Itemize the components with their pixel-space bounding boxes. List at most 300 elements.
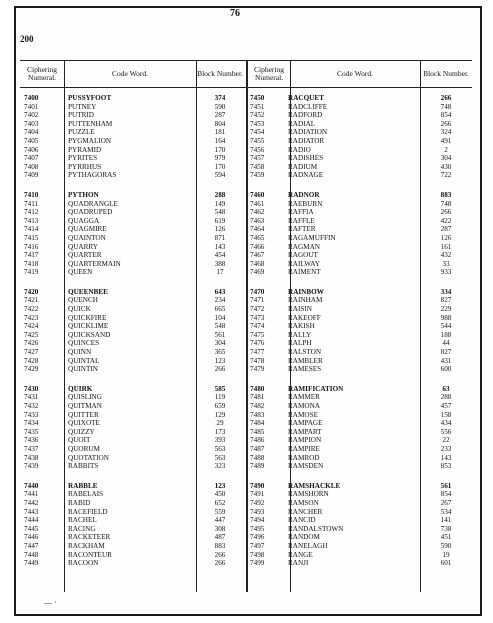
ciphering-numeral-cell: 7430 — [24, 384, 39, 393]
block-number-cell: 491 — [440, 136, 452, 145]
code-word-cell: RADIAL — [288, 119, 316, 128]
ciphering-numeral-cell: 7493 — [250, 507, 265, 516]
block-number-cell: 2 — [444, 145, 448, 154]
ciphering-numeral-cell: 7424 — [24, 322, 39, 331]
table-row — [20, 508, 472, 517]
code-word-cell: RALLY — [288, 330, 312, 339]
code-word-cell: QUAGGA — [68, 216, 100, 225]
code-word-cell: RAMPIRE — [288, 444, 320, 453]
block-number-cell: 267 — [440, 498, 452, 507]
ciphering-numeral-cell: 7453 — [250, 119, 265, 128]
block-number-cell: 556 — [440, 427, 452, 436]
table-row — [20, 365, 472, 374]
ciphering-numeral-cell: 7433 — [24, 410, 39, 419]
ciphering-numeral-cell: 7425 — [24, 330, 39, 339]
ciphering-numeral-cell: 7483 — [250, 410, 265, 419]
table-row — [20, 154, 472, 163]
block-number-cell: 181 — [214, 128, 226, 137]
table-row — [20, 268, 472, 277]
footer-mark: — · — [44, 598, 57, 607]
table-row — [20, 331, 472, 340]
code-word-cell: PYRITES — [68, 154, 98, 163]
block-number-cell: 164 — [214, 136, 226, 145]
table-row — [20, 305, 472, 314]
table-row — [20, 462, 472, 471]
ciphering-numeral-cell: 7466 — [250, 242, 265, 251]
block-number-cell: 161 — [440, 242, 452, 251]
table-row — [20, 428, 472, 437]
block-number-cell: 883 — [214, 541, 226, 550]
code-word-cell: PYRRHUS — [68, 162, 102, 171]
code-word-cell: RAMIFICATION — [288, 384, 344, 393]
row-group — [20, 288, 472, 374]
block-number-cell: 143 — [440, 453, 452, 462]
ciphering-numeral-cell: 7454 — [250, 128, 265, 137]
block-number-cell: 288 — [214, 190, 226, 199]
code-word-cell: RACING — [68, 524, 96, 533]
header-ciphering-numeral-right: Ciphering Numeral. — [254, 65, 284, 82]
table-row — [20, 171, 472, 180]
block-number-cell: 308 — [214, 524, 226, 533]
block-number-cell: 430 — [440, 162, 452, 171]
code-word-cell: RAEBURN — [288, 199, 323, 208]
code-word-cell: QUITMAN — [68, 402, 102, 410]
block-number-cell: 126 — [440, 233, 452, 242]
block-number-cell: 287 — [440, 225, 452, 234]
block-number-cell: 534 — [440, 507, 452, 516]
ciphering-numeral-cell: 7497 — [250, 541, 265, 550]
block-number-cell: 365 — [214, 348, 226, 357]
ciphering-numeral-cell: 7401 — [24, 102, 39, 111]
code-word-cell: RAMSHACKLE — [288, 481, 341, 490]
table-row — [20, 516, 472, 525]
table-row — [20, 163, 472, 172]
block-number-cell: 594 — [214, 171, 226, 180]
table-row — [20, 322, 472, 331]
ciphering-numeral-cell: 7465 — [250, 233, 265, 242]
block-number-cell: 44 — [442, 339, 450, 348]
ciphering-numeral-cell: 7475 — [250, 330, 265, 339]
ciphering-numeral-cell: 7437 — [24, 444, 39, 453]
table-row — [20, 402, 472, 411]
block-number-cell: 871 — [214, 233, 226, 242]
ciphering-numeral-cell: 7431 — [24, 393, 39, 402]
block-number-cell: 422 — [440, 216, 452, 225]
block-number-cell: 388 — [214, 259, 226, 268]
ciphering-numeral-cell: 7496 — [250, 533, 265, 542]
ciphering-numeral-cell: 7447 — [24, 541, 39, 550]
code-word-cell: RADIO — [288, 145, 311, 154]
ciphering-numeral-cell: 7495 — [250, 524, 265, 533]
code-word-cell: RAMSDEN — [288, 462, 324, 471]
code-word-cell: RACONTEUR — [68, 550, 112, 559]
ciphering-numeral-cell: 7402 — [24, 111, 39, 120]
ciphering-numeral-cell: 7434 — [24, 419, 39, 428]
block-number-cell: 234 — [214, 296, 226, 305]
ciphering-numeral-cell: 7406 — [24, 145, 39, 154]
block-number-cell: 487 — [214, 533, 226, 542]
ciphering-numeral-cell: 7486 — [250, 436, 265, 445]
table-row — [20, 393, 472, 402]
table-row — [20, 419, 472, 428]
code-word-cell: RAKEOFF — [288, 313, 321, 322]
block-number-cell: 827 — [440, 296, 452, 305]
code-word-cell: RAKISH — [288, 322, 315, 331]
block-number-cell: 853 — [440, 462, 452, 471]
block-number-cell: 229 — [440, 305, 452, 314]
code-word-cell: PYTHON — [68, 190, 99, 199]
page-number-left: 200 — [20, 34, 34, 44]
code-word-cell: QUICK — [68, 305, 91, 314]
ciphering-numeral-cell: 7450 — [250, 94, 265, 102]
table-row — [20, 234, 472, 243]
ciphering-numeral-cell: 7446 — [24, 533, 39, 542]
page-number-center: 76 — [230, 8, 240, 19]
ciphering-numeral-cell: 7443 — [24, 507, 39, 516]
code-word-cell: PUSSYFOOT — [68, 94, 112, 102]
ciphering-numeral-cell: 7473 — [250, 313, 265, 322]
block-number-cell: 266 — [440, 119, 452, 128]
code-word-cell: QUICKLIME — [68, 322, 109, 331]
block-number-cell: 17 — [216, 268, 224, 277]
table-row — [20, 482, 472, 491]
block-number-cell: 129 — [214, 410, 226, 419]
ciphering-numeral-cell: 7442 — [24, 498, 39, 507]
block-number-cell: 143 — [214, 242, 226, 251]
header-block-number-right: Block Number. — [423, 69, 469, 78]
row-group — [20, 385, 472, 471]
block-number-cell: 450 — [214, 490, 226, 499]
code-word-cell: RAFFIA — [288, 208, 314, 217]
table-row — [20, 251, 472, 260]
code-word-cell: QUARTER — [68, 251, 102, 260]
table-row — [20, 542, 472, 551]
block-number-cell: 304 — [214, 339, 226, 348]
table-row — [20, 525, 472, 534]
code-word-cell: RACHEL — [68, 516, 97, 525]
ciphering-numeral-cell: 7416 — [24, 242, 39, 251]
ciphering-numeral-cell: 7449 — [24, 559, 39, 568]
block-number-cell: 104 — [214, 313, 226, 322]
code-word-cell: RANCHER — [288, 507, 323, 516]
table-row — [20, 137, 472, 146]
ciphering-numeral-cell: 7459 — [250, 171, 265, 180]
ciphering-numeral-cell: 7440 — [24, 481, 39, 490]
block-number-cell: 173 — [214, 427, 226, 436]
code-word-cell: RANDALSTOWN — [288, 524, 344, 533]
table-row — [20, 296, 472, 305]
code-word-cell: QUAGMIRE — [68, 225, 107, 234]
table-row — [20, 436, 472, 445]
table-row — [20, 348, 472, 357]
block-number-cell: 288 — [440, 393, 452, 402]
table-row — [20, 94, 472, 103]
ciphering-numeral-cell: 7415 — [24, 233, 39, 242]
ciphering-numeral-cell: 7420 — [24, 287, 39, 296]
code-word-cell: QUINTAL — [68, 356, 100, 365]
block-number-cell: 126 — [214, 225, 226, 234]
ciphering-numeral-cell: 7480 — [250, 384, 265, 393]
ciphering-numeral-cell: 7481 — [250, 393, 265, 402]
ciphering-numeral-cell: 7494 — [250, 516, 265, 525]
table-row — [20, 339, 472, 348]
ciphering-numeral-cell: 7491 — [250, 490, 265, 499]
block-number-cell: 188 — [440, 330, 452, 339]
code-word-cell: RAMMER — [288, 393, 320, 402]
code-word-cell: RAINBOW — [288, 287, 324, 296]
code-word-cell: QUENCH — [68, 296, 98, 305]
table-row — [20, 314, 472, 323]
ciphering-numeral-cell: 7485 — [250, 427, 265, 436]
block-number-cell: 590 — [440, 541, 452, 550]
block-number-cell: 447 — [214, 516, 226, 525]
table-row — [20, 128, 472, 137]
code-word-cell: PYGMALION — [68, 136, 112, 145]
code-word-cell: RADIATOR — [288, 136, 325, 145]
table-row — [20, 454, 472, 463]
code-word-cell: RAMPART — [288, 427, 322, 436]
code-word-cell: RAMONA — [288, 402, 320, 410]
code-word-cell: QUOIT — [68, 436, 91, 445]
ciphering-numeral-cell: 7444 — [24, 516, 39, 525]
block-number-cell: 548 — [214, 208, 226, 217]
block-number-cell: 334 — [440, 287, 452, 296]
ciphering-numeral-cell: 7417 — [24, 251, 39, 260]
code-word-cell: RACQUET — [288, 94, 324, 102]
code-word-cell: RAMBLER — [288, 356, 323, 365]
ciphering-numeral-cell: 7422 — [24, 305, 39, 314]
block-number-cell: 170 — [214, 145, 226, 154]
block-number-cell: 432 — [440, 251, 452, 260]
code-word-cell: RANJI — [288, 559, 309, 568]
code-word-cell: QUORUM — [68, 444, 100, 453]
ciphering-numeral-cell: 7499 — [250, 559, 265, 568]
table-row — [20, 445, 472, 454]
table-row — [20, 490, 472, 499]
block-number-cell: 590 — [214, 102, 226, 111]
code-word-cell: QUISLING — [68, 393, 102, 402]
table-row — [20, 225, 472, 234]
code-word-cell: RABELAIS — [68, 490, 104, 499]
ciphering-numeral-cell: 7470 — [250, 287, 265, 296]
table-row — [20, 146, 472, 155]
ciphering-numeral-cell: 7463 — [250, 216, 265, 225]
code-word-cell: RADFORD — [288, 111, 323, 120]
block-number-cell: 123 — [214, 356, 226, 365]
block-number-cell: 22 — [442, 436, 450, 445]
block-number-cell: 563 — [214, 453, 226, 462]
table-row — [20, 551, 472, 560]
ciphering-numeral-cell: 7489 — [250, 462, 265, 471]
code-word-cell: QUADRUPED — [68, 208, 113, 217]
ciphering-numeral-cell: 7458 — [250, 162, 265, 171]
block-number-cell: 748 — [440, 199, 452, 208]
code-word-cell: QUEENBEE — [68, 287, 108, 296]
ciphering-numeral-cell: 7445 — [24, 524, 39, 533]
code-word-cell: RAGMAN — [288, 242, 320, 251]
ciphering-numeral-cell: 7409 — [24, 171, 39, 180]
block-number-cell: 170 — [214, 162, 226, 171]
block-number-cell: 561 — [214, 330, 226, 339]
code-word-cell: RABBITS — [68, 462, 99, 471]
code-word-cell: RAISIN — [288, 305, 312, 314]
code-word-cell: RANDOM — [288, 533, 320, 542]
ciphering-numeral-cell: 7464 — [250, 225, 265, 234]
ciphering-numeral-cell: 7487 — [250, 444, 265, 453]
code-word-cell: RADCLIFFE — [288, 102, 328, 111]
ciphering-numeral-cell: 7428 — [24, 356, 39, 365]
code-word-cell: PYTHAGORAS — [68, 171, 117, 180]
code-word-cell: QUADRANGLE — [68, 199, 118, 208]
ciphering-numeral-cell: 7477 — [250, 348, 265, 357]
code-word-cell: RALPH — [288, 339, 312, 348]
code-word-cell: QUICKSAND — [68, 330, 111, 339]
block-number-cell: 659 — [214, 402, 226, 410]
code-word-cell: RADISHES — [288, 154, 324, 163]
block-number-cell: 33 — [442, 259, 450, 268]
table-row — [20, 357, 472, 366]
code-word-cell: PUZZLE — [68, 128, 95, 137]
ciphering-numeral-cell: 7467 — [250, 251, 265, 260]
code-word-cell: RADNOR — [288, 190, 320, 199]
ciphering-numeral-cell: 7478 — [250, 356, 265, 365]
ciphering-numeral-cell: 7432 — [24, 402, 39, 410]
ciphering-numeral-cell: 7414 — [24, 225, 39, 234]
block-number-cell: 854 — [440, 490, 452, 499]
ciphering-numeral-cell: 7403 — [24, 119, 39, 128]
code-word-cell: RAMSHORN — [288, 490, 329, 499]
table-row — [20, 411, 472, 420]
code-word-cell: QUARTERMAIN — [68, 259, 121, 268]
ciphering-numeral-cell: 7441 — [24, 490, 39, 499]
block-number-cell: 619 — [214, 216, 226, 225]
block-number-cell: 585 — [214, 384, 226, 393]
block-number-cell: 600 — [440, 365, 452, 374]
block-number-cell: 451 — [440, 533, 452, 542]
ciphering-numeral-cell: 7405 — [24, 136, 39, 145]
code-word-cell: RACKHAM — [68, 541, 105, 550]
code-word-cell: QUAINTON — [68, 233, 106, 242]
block-number-cell: 233 — [440, 444, 452, 453]
code-word-cell: QUIRK — [68, 384, 93, 393]
block-number-cell: 19 — [442, 550, 450, 559]
code-word-cell: QUIXOTE — [68, 419, 100, 428]
header-code-word-left: Code Word. — [112, 69, 148, 78]
block-number-cell: 149 — [214, 199, 226, 208]
block-number-cell: 266 — [214, 559, 226, 568]
code-word-cell: RAMSON — [288, 498, 319, 507]
ciphering-numeral-cell: 7451 — [250, 102, 265, 111]
ciphering-numeral-cell: 7404 — [24, 128, 39, 137]
ciphering-numeral-cell: 7488 — [250, 453, 265, 462]
ciphering-numeral-cell: 7412 — [24, 208, 39, 217]
ciphering-numeral-cell: 7421 — [24, 296, 39, 305]
code-word-cell: RACEFIELD — [68, 507, 108, 516]
table-body — [20, 94, 472, 579]
code-word-cell: PUTTENHAM — [68, 119, 113, 128]
page-header — [20, 8, 472, 44]
block-number-cell: 304 — [440, 154, 452, 163]
table-row — [20, 260, 472, 269]
code-word-cell: RAILWAY — [288, 259, 320, 268]
table-row — [20, 533, 472, 542]
ciphering-numeral-cell: 7460 — [250, 190, 265, 199]
block-number-cell: 266 — [440, 94, 452, 102]
block-number-cell: 988 — [440, 313, 452, 322]
block-number-cell: 266 — [214, 550, 226, 559]
ciphering-numeral-cell: 7419 — [24, 268, 39, 277]
ciphering-numeral-cell: 7452 — [250, 111, 265, 120]
ciphering-numeral-cell: 7468 — [250, 259, 265, 268]
table-row — [20, 208, 472, 217]
block-number-cell: 29 — [216, 419, 224, 428]
code-word-cell: RAIMENT — [288, 268, 321, 277]
table-row — [20, 217, 472, 226]
ciphering-numeral-cell: 7413 — [24, 216, 39, 225]
ciphering-numeral-cell: 7448 — [24, 550, 39, 559]
code-word-cell: RAMESES — [288, 365, 322, 374]
code-word-cell: QUEEN — [68, 268, 93, 277]
code-word-cell: QUINTIN — [68, 365, 98, 374]
ciphering-numeral-cell: 7462 — [250, 208, 265, 217]
table-row — [20, 200, 472, 209]
header-block-number-left: Block Number. — [197, 69, 243, 78]
block-number-cell: 323 — [214, 462, 226, 471]
ciphering-numeral-cell: 7476 — [250, 339, 265, 348]
ciphering-numeral-cell: 7455 — [250, 136, 265, 145]
row-group — [20, 94, 472, 180]
code-word-cell: RACKETEER — [68, 533, 111, 542]
table-row — [20, 385, 472, 394]
block-number-cell: 158 — [440, 410, 452, 419]
ciphering-numeral-cell: 7439 — [24, 462, 39, 471]
ciphering-numeral-cell: 7482 — [250, 402, 265, 410]
code-word-cell: QUITTER — [68, 410, 99, 419]
block-number-cell: 123 — [214, 481, 226, 490]
ciphering-numeral-cell: 7457 — [250, 154, 265, 163]
header-ciphering-numeral-left: Ciphering Numeral. — [27, 65, 57, 82]
table-row — [20, 191, 472, 200]
code-word-cell: QUICKFIRE — [68, 313, 107, 322]
row-group — [20, 191, 472, 277]
block-number-cell: 804 — [214, 119, 226, 128]
ciphering-numeral-cell: 7461 — [250, 199, 265, 208]
code-word-cell: QUINCES — [68, 339, 100, 348]
ciphering-numeral-cell: 7410 — [24, 190, 39, 199]
block-number-cell: 266 — [440, 208, 452, 217]
block-number-cell: 563 — [214, 444, 226, 453]
code-word-cell: QUARRY — [68, 242, 98, 251]
block-number-cell: 643 — [214, 287, 226, 296]
block-number-cell: 544 — [440, 322, 452, 331]
block-number-cell: 119 — [214, 393, 226, 402]
block-number-cell: 665 — [214, 305, 226, 314]
block-number-cell: 324 — [440, 128, 452, 137]
code-word-cell: RAGAMUFFIN — [288, 233, 336, 242]
code-word-cell: RAMPAGE — [288, 419, 323, 428]
code-word-cell: RANGE — [288, 550, 313, 559]
code-word-cell: RAMPION — [288, 436, 322, 445]
table-row — [20, 120, 472, 129]
block-number-cell: 561 — [440, 481, 452, 490]
ciphering-numeral-cell: 7472 — [250, 305, 265, 314]
code-word-cell: RANELAGH — [288, 541, 328, 550]
table-row — [20, 111, 472, 120]
block-number-cell: 287 — [214, 111, 226, 120]
ciphering-numeral-cell: 7400 — [24, 94, 39, 102]
ciphering-numeral-cell: 7435 — [24, 427, 39, 436]
block-number-cell: 457 — [440, 402, 452, 410]
